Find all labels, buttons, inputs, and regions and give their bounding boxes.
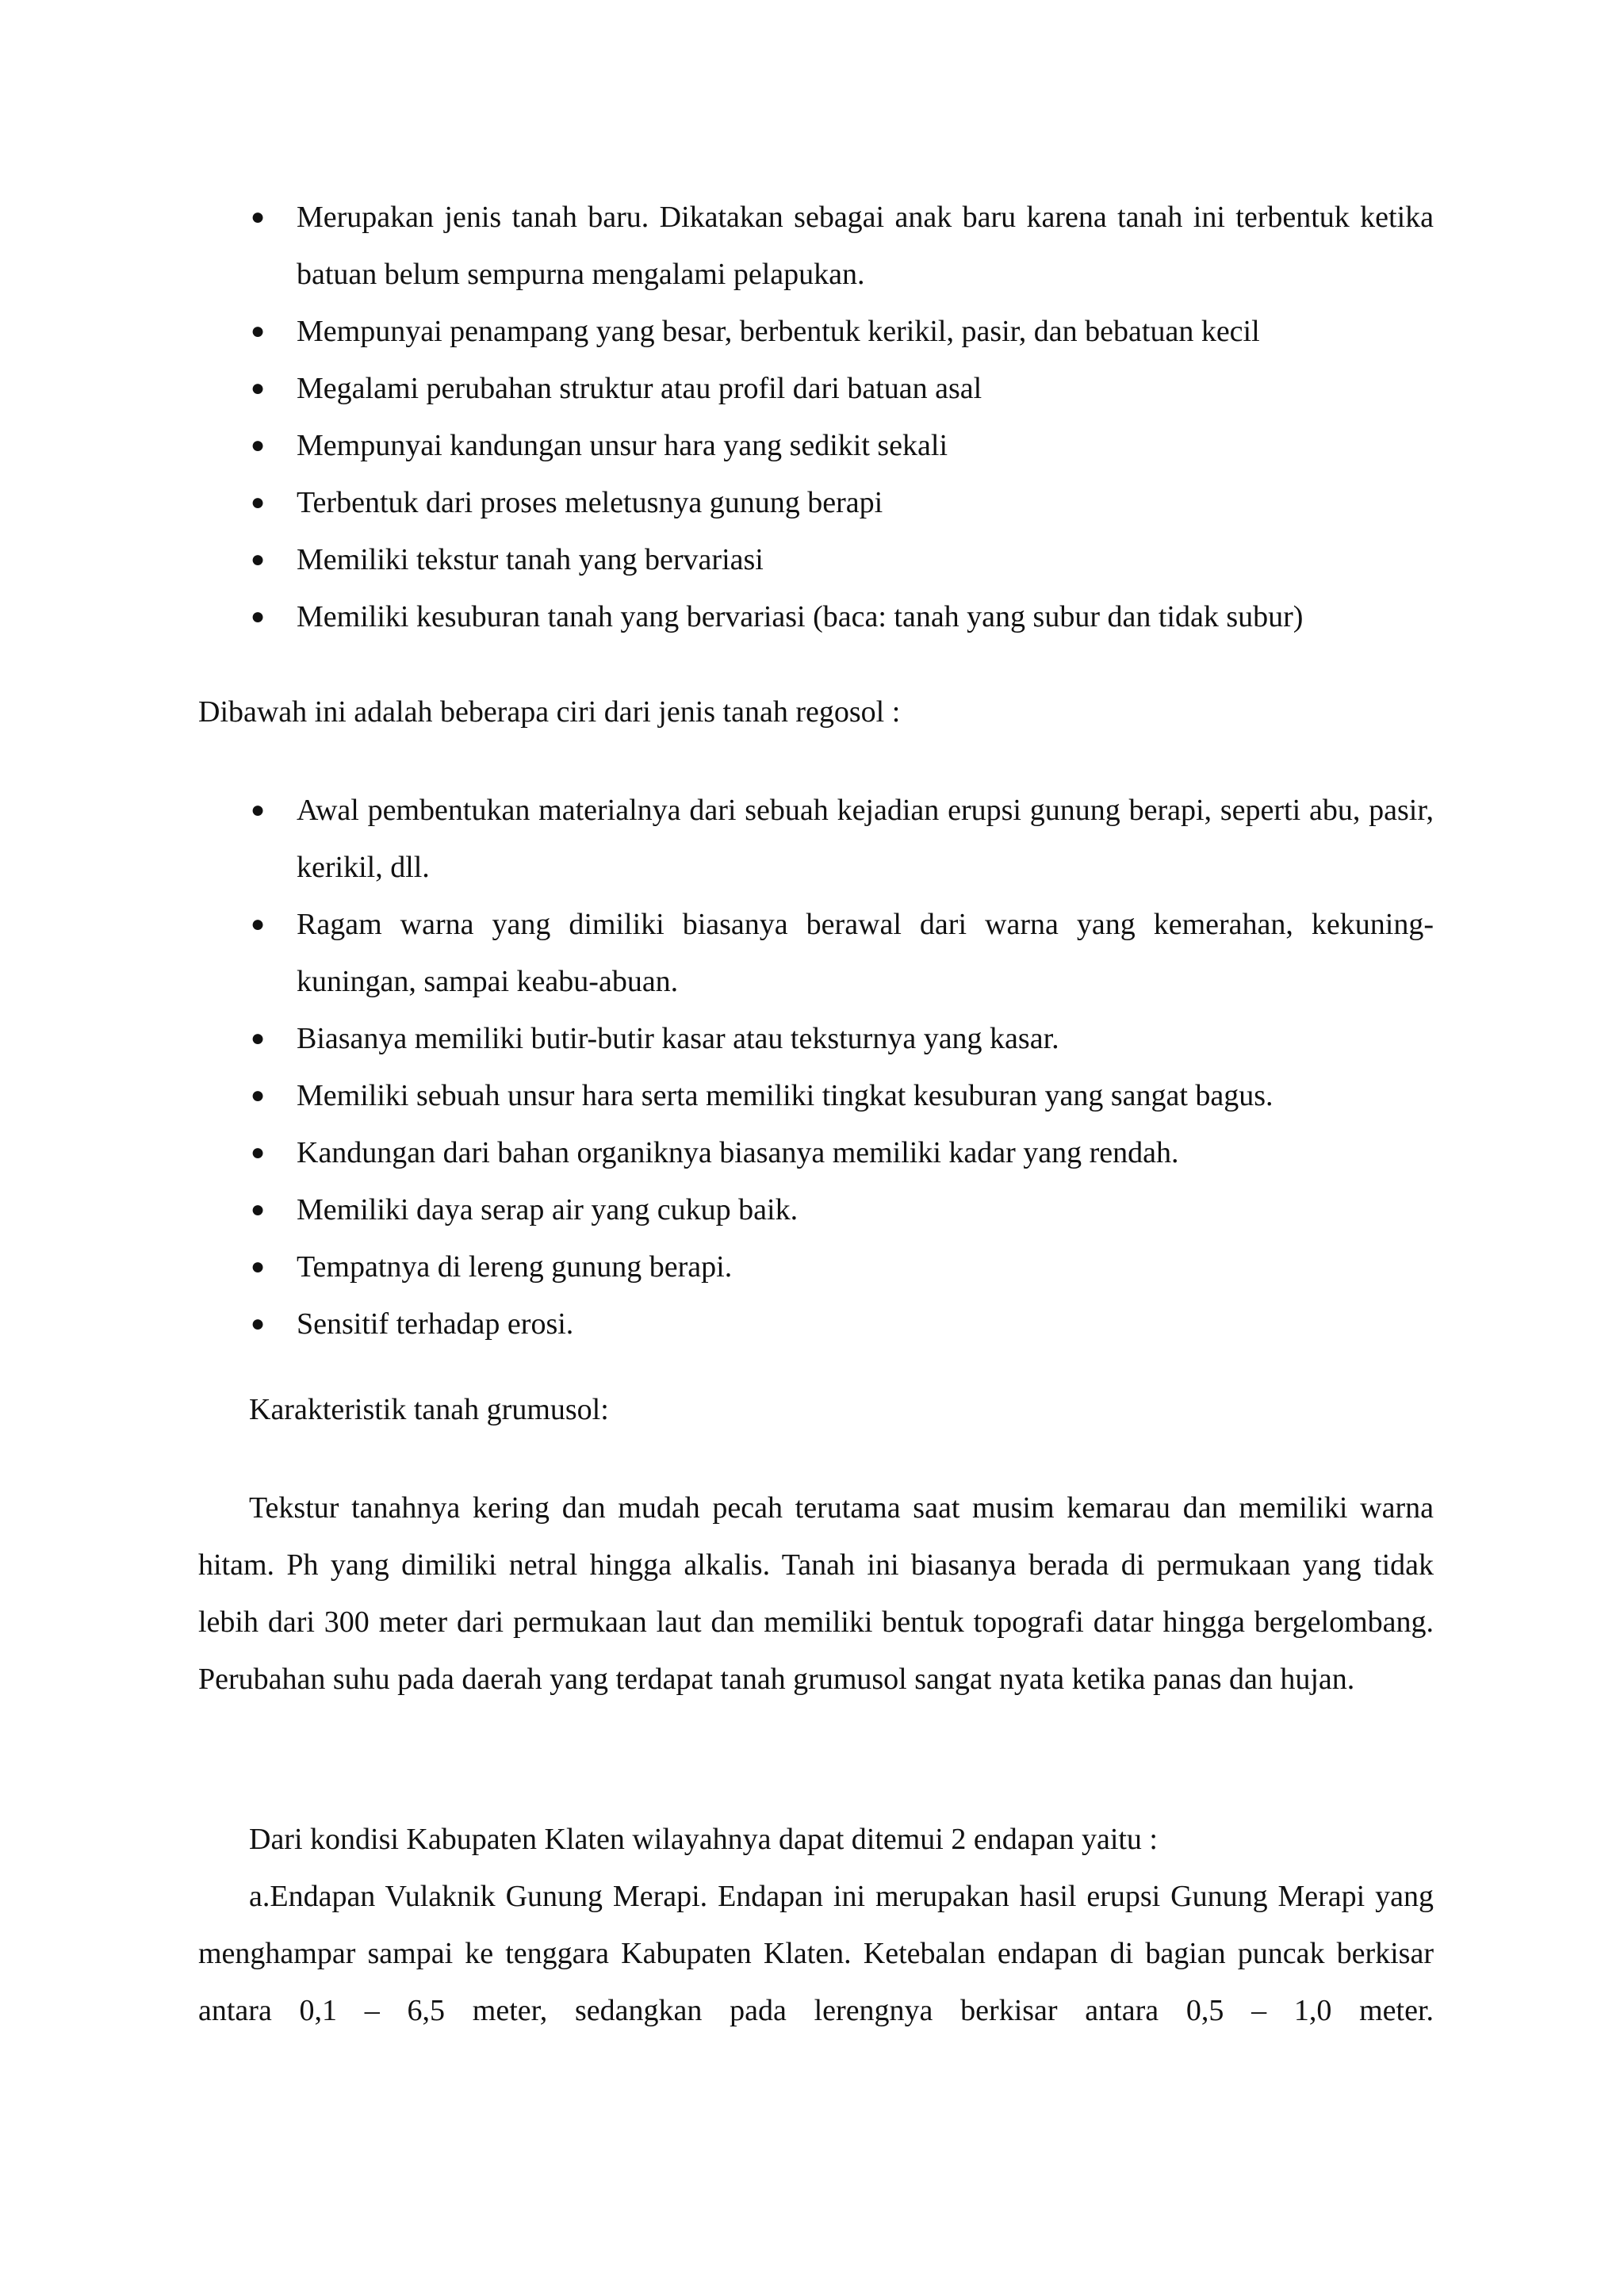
list-item: ● Memiliki sebuah unsur hara serta memiliki tingkat kesuburan yang sangat bagus. bbox=[198, 1067, 1434, 1124]
soil-characteristics-list bbox=[198, 189, 1434, 645]
list-item: ● Kandungan dari bahan organiknya biasanya memiliki kadar yang rendah. bbox=[198, 1124, 1434, 1181]
regosol-intro: Dibawah ini adalah beberapa ciri dari jenis tanah regosol : bbox=[198, 695, 901, 729]
klaten-intro: Dari kondisi Kabupaten Klaten wilayahnya dapat ditemui 2 endapan yaitu : bbox=[249, 1823, 1158, 1856]
bullet-icon: ● bbox=[250, 489, 266, 515]
list-item: ● Tempatnya di lereng gunung berapi. bbox=[198, 1238, 1434, 1295]
list-item: ● Memiliki tekstur tanah yang bervariasi bbox=[198, 531, 1434, 588]
bullet-icon: ● bbox=[250, 1253, 266, 1280]
bullet-icon: ● bbox=[250, 432, 266, 458]
list-item: ● Mempunyai kandungan unsur hara yang sedikit sekali bbox=[198, 417, 1434, 474]
bullet-icon: ● bbox=[250, 1311, 266, 1337]
bullet-icon: ● bbox=[250, 375, 266, 401]
bullet-icon: ● bbox=[250, 797, 266, 823]
bullet-icon: ● bbox=[250, 1139, 266, 1165]
bullet-icon: ● bbox=[250, 204, 266, 230]
list-item: ● Terbentuk dari proses meletusnya gunung berapi bbox=[198, 474, 1434, 531]
bullet-icon: ● bbox=[250, 911, 266, 937]
list-item: ● Sensitif terhadap erosi. bbox=[198, 1295, 1434, 1353]
grumusol-paragraph: Tekstur tanahnya kering dan mudah pecah terutama saat musim kemarau dan memiliki warna hitam. Ph yang dimiliki netral hingga alkalis. Tanah ini biasanya berada di permukaan yang tidak lebih dari 300 meter dari permukaan laut dan memiliki bentuk topografi datar hingga bergelombang. Perubahan suhu pada daerah yang terdapat tanah grumusol sangat nyata ketika panas dan hujan. bbox=[198, 1491, 1434, 1696]
endapan-a-paragraph: a.Endapan Vulaknik Gunung Merapi. Endapan ini merupakan hasil erupsi Gunung Merapi yang menghampar sampai ke tenggara Kabupaten Klaten. Ketebalan endapan di bagian puncak berkisar antara 0,1 – 6,5 meter, sedangkan pada lerengnya berkisar antara 0,5 – 1,0 meter. bbox=[198, 1880, 1434, 2027]
bullet-icon: ● bbox=[250, 318, 266, 344]
bullet-icon: ● bbox=[250, 1196, 266, 1223]
list-item: ● Megalami perubahan struktur atau profil dari batuan asal bbox=[198, 360, 1434, 417]
grumusol-heading: Karakteristik tanah grumusol: bbox=[249, 1393, 609, 1426]
bullet-icon: ● bbox=[250, 603, 266, 629]
bullet-icon: ● bbox=[250, 1025, 266, 1051]
bullet-icon: ● bbox=[250, 1082, 266, 1108]
list-item: ● Awal pembentukan materialnya dari sebuah kejadian erupsi gunung berapi, seperti abu, pasir, kerikil, dll. bbox=[198, 782, 1434, 896]
regosol-characteristics-list bbox=[198, 782, 1434, 1353]
list-item: ● Memiliki kesuburan tanah yang bervariasi (baca: tanah yang subur dan tidak subur) bbox=[198, 588, 1434, 645]
list-item: ● Ragam warna yang dimiliki biasanya berawal dari warna yang kemerahan, kekuning-kuningan, sampai keabu-abuan. bbox=[198, 896, 1434, 1010]
list-item: ● Biasanya memiliki butir-butir kasar atau teksturnya yang kasar. bbox=[198, 1010, 1434, 1067]
list-item: ● Memiliki daya serap air yang cukup baik. bbox=[198, 1181, 1434, 1238]
list-item: ● Merupakan jenis tanah baru. Dikatakan sebagai anak baru karena tanah ini terbentuk ketika batuan belum sempurna mengalami pelapukan. bbox=[198, 189, 1434, 303]
list-item: ● Mempunyai penampang yang besar, berbentuk kerikil, pasir, dan bebatuan kecil bbox=[198, 303, 1434, 360]
bullet-icon: ● bbox=[250, 546, 266, 572]
